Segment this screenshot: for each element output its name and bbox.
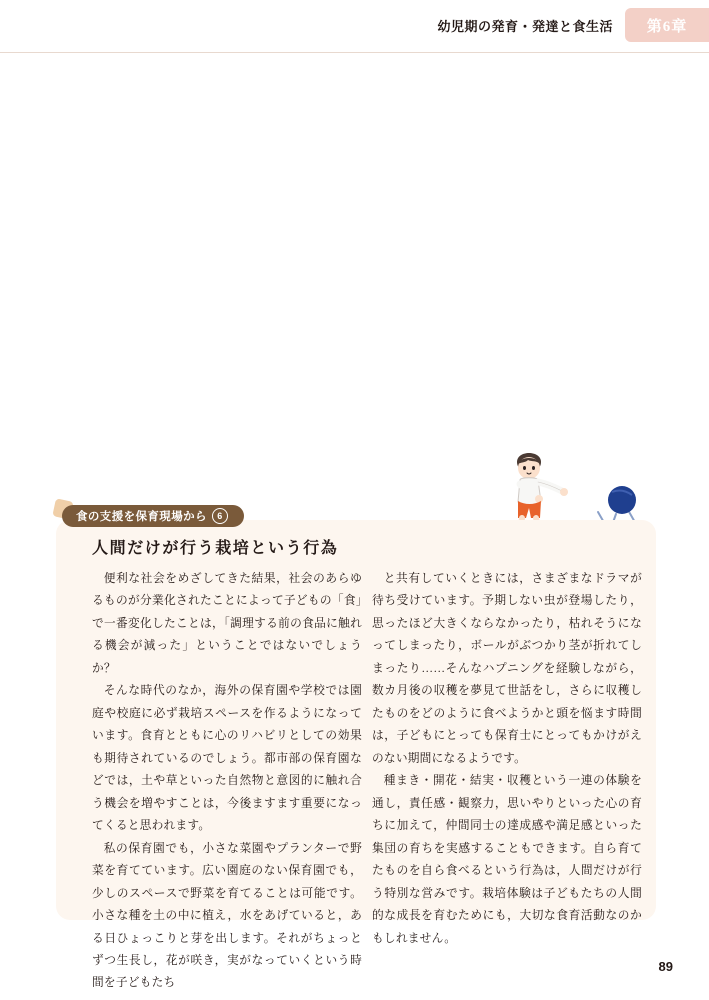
paragraph: そんな時代のなか，海外の保育園や学校では園庭や校庭に必ず栽培スペースを作るようになっています。食育とともに心のリハビリとしての効果も期待されているのでしょう。都市部の保育園などでは，土や草といった自然物と意図的に触れ合う機会を増やすことは，今後ますます重要になってくると思われます。 xyxy=(92,684,362,833)
column-left-text xyxy=(92,568,362,995)
chapter-tab: 第6章 xyxy=(625,8,709,42)
page-number: 89 xyxy=(658,959,673,974)
column-right-text xyxy=(372,568,642,950)
page-header xyxy=(0,0,709,52)
paragraph: 便利な社会をめざしてきた結果，社会のあらゆるものが分業化されたことによって子どもの「食」で一番変化したことは，「調理する前の食品に触れる機会が減った」ということではないでしょうか？ xyxy=(92,572,362,675)
column-badge xyxy=(62,505,244,527)
paragraph: 種まき・開花・結実・収穫という一連の体験を通し，責任感・観察力，思いやりといった心の育ちに加えて，仲間同士の達成感や満足感といった集団の育ちを実感することもできます。自ら育てたものを自ら食べるという行為は，人間だけが行う特別な営みです。栽培体験は子どもたちの人間的な成長を育むためにも，大切な食育活動なのかもしれません。 xyxy=(372,774,642,945)
paragraph: と共有していくときには，さまざまなドラマが待ち受けています。予期しない虫が登場したり，思ったほど大きくならなかったり，枯れそうになってしまったり，ボールがぶつかり茎が折れてしまったり……そんなハプニングを経験しながら，数カ月後の収穫を夢見て世話をし，さらに収穫したものをどのように食べようかと頭を悩ます時間は，子どもにとっても保育士にとってもかけがえのない期間になるようです。 xyxy=(372,572,642,765)
column-title: 人間だけが行う栽培という行為 xyxy=(92,540,339,557)
column-badge-number: 6 xyxy=(212,508,228,524)
paragraph: 私の保育園でも，小さな菜園やプランターで野菜を育てています。広い園庭のない保育園でも，少しのスペースで野菜を育てることは可能です。小さな種を土の中に植え，水をあげていると，ある日ひょっこりと芽を出します。それがちょっとずつ生長し，花が咲き，実がなっていくという時間を子どもたち xyxy=(92,841,362,990)
running-title: 幼児期の発育・発達と食生活 xyxy=(437,19,613,34)
column-badge-label: 食の支援を保育現場から xyxy=(76,511,207,523)
header-divider xyxy=(0,52,709,53)
